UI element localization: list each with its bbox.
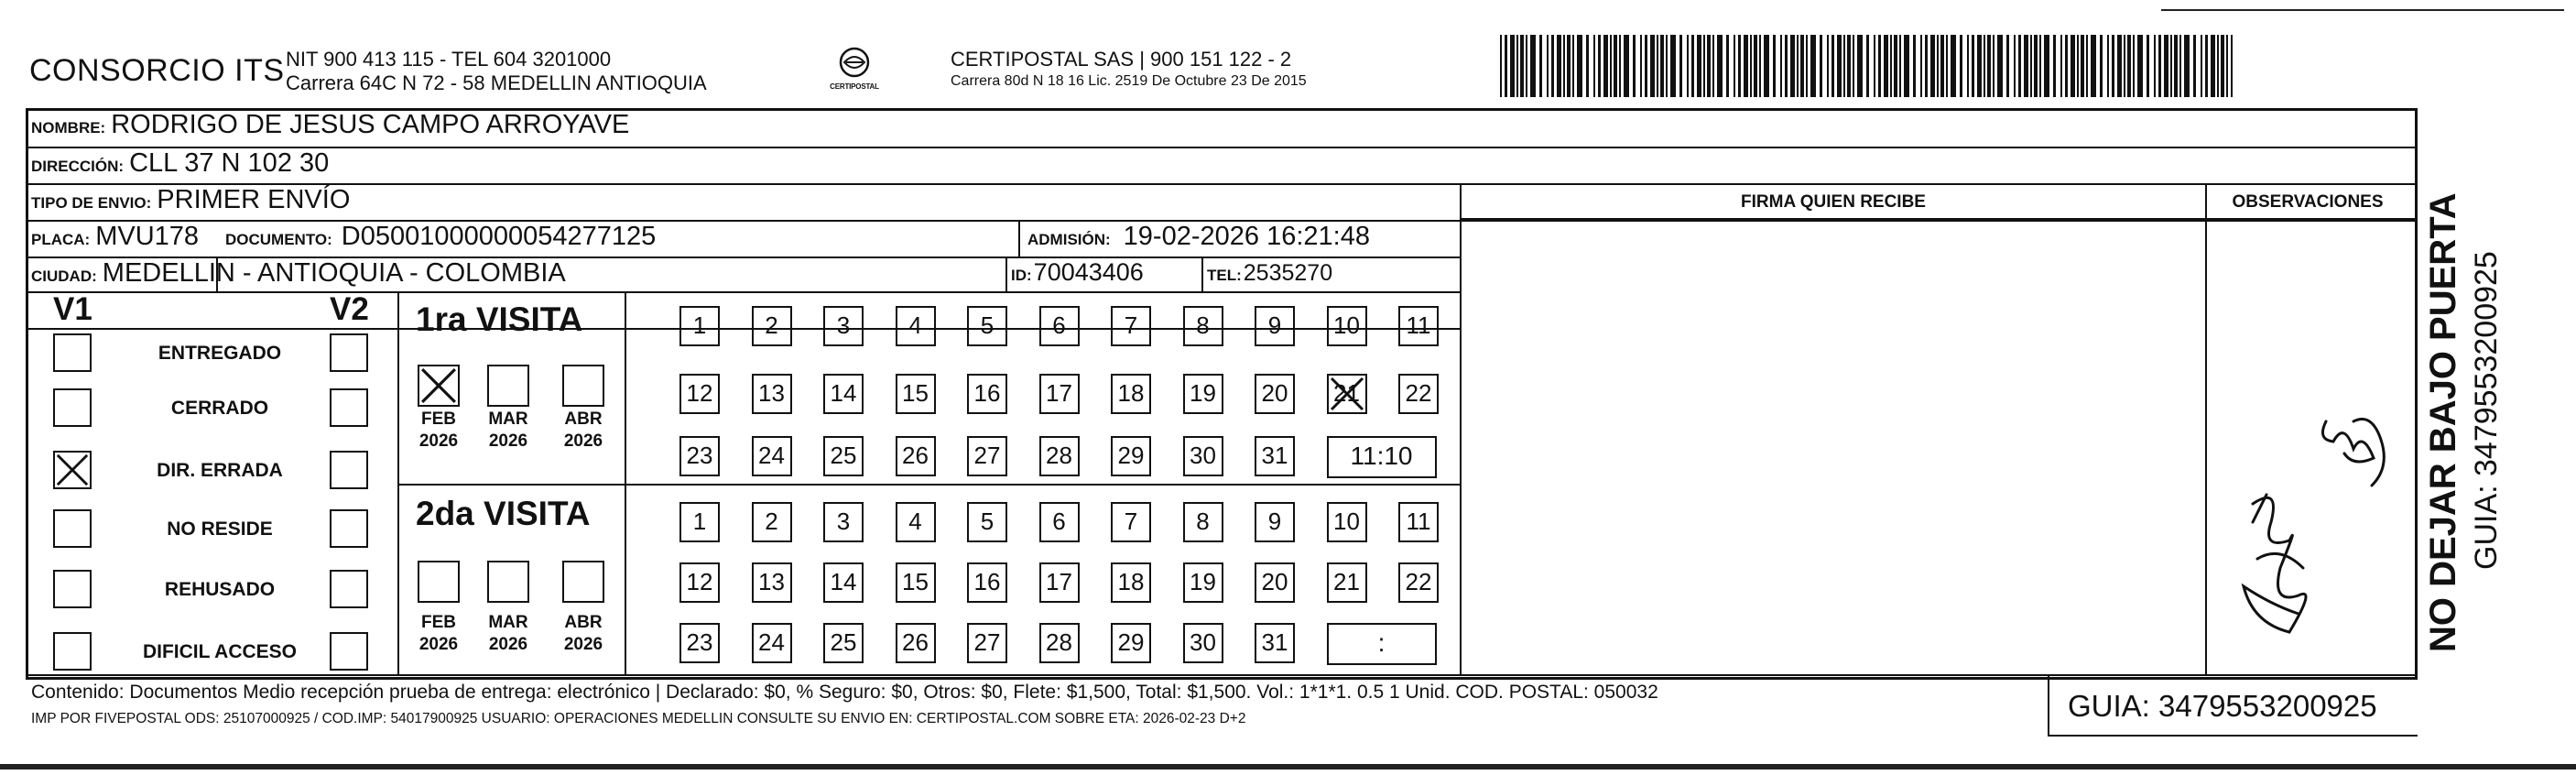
v1-checkbox[interactable]	[53, 451, 92, 489]
barcode-bar	[1691, 35, 1694, 97]
barcode-bar	[2081, 35, 2084, 97]
month-label	[407, 409, 471, 453]
barcode-bar	[1960, 35, 1962, 97]
day-box[interactable]: 1	[679, 306, 720, 346]
barcode-bar	[1837, 35, 1842, 97]
day-box[interactable]: 30	[1183, 623, 1223, 663]
month-checkbox[interactable]	[418, 365, 460, 407]
rule	[26, 147, 2418, 148]
side-guia: GUIA: 3479553200925	[2469, 251, 2504, 570]
barcode-bar	[1946, 35, 1948, 97]
day-box[interactable]: 5	[967, 502, 1007, 542]
barcode-bar	[1759, 35, 1761, 97]
barcode-bar	[2024, 35, 2028, 97]
day-box[interactable]: 4	[896, 306, 936, 346]
ciudad-row	[31, 258, 566, 289]
admision-row	[1027, 222, 1370, 252]
day-box[interactable]: 15	[896, 562, 936, 603]
direccion-label: DIRECCIÓN:	[31, 158, 125, 175]
day-box[interactable]: 20	[1255, 562, 1295, 603]
month-checkbox[interactable]	[562, 365, 604, 407]
day-box[interactable]: 6	[1039, 502, 1080, 542]
day-box[interactable]	[1327, 374, 1367, 414]
barcode-bar	[2030, 35, 2032, 97]
month-label	[476, 409, 540, 453]
barcode-bar	[1557, 35, 1561, 97]
barcode-bar	[1586, 35, 1589, 97]
barcode-bar	[1547, 35, 1549, 97]
rule	[397, 484, 1460, 486]
v2-checkbox[interactable]	[330, 451, 368, 489]
barcode-bar	[1790, 35, 1795, 97]
barcode-bar	[1577, 35, 1582, 97]
month-label	[407, 612, 471, 656]
rule	[1018, 220, 1020, 257]
company-nit-tel: NIT 900 413 115 - TEL 604 3201000	[286, 48, 612, 71]
barcode-bar	[2117, 35, 2122, 97]
day-box[interactable]: 28	[1039, 623, 1080, 663]
v2-checkbox[interactable]	[330, 333, 368, 372]
footer-guia: GUIA: 3479553200925	[2068, 689, 2377, 723]
barcode-bar	[1925, 35, 1928, 97]
day-box[interactable]: 5	[967, 306, 1007, 346]
day-box[interactable]: 2	[752, 502, 792, 542]
barcode-bar	[1843, 35, 1845, 97]
month-name: MAR	[488, 409, 528, 429]
barcode-bar	[1505, 35, 1507, 97]
barcode-bar	[1500, 35, 1502, 97]
certipostal-logo	[824, 42, 885, 106]
barcode-bar	[2164, 35, 2168, 97]
v2-checkbox[interactable]	[330, 509, 368, 548]
status-label: CERRADO	[170, 398, 269, 419]
month-checkbox[interactable]	[418, 561, 460, 603]
day-box[interactable]: 31	[1255, 623, 1295, 663]
month-year: 2026	[563, 635, 603, 654]
day-box[interactable]: 2	[752, 306, 792, 346]
barcode-bar	[1598, 35, 1601, 97]
barcode-bar	[1750, 35, 1752, 97]
admision-label: ADMISIÓN:	[1027, 231, 1111, 248]
day-box[interactable]: 27	[967, 623, 1007, 663]
barcode-bar	[1572, 35, 1574, 97]
barcode-bar	[1712, 35, 1714, 97]
ciudad-value: MEDELLIN - ANTIOQUIA - COLOMBIA	[102, 258, 566, 288]
barcode-bar	[2147, 35, 2149, 97]
barcode-bar	[2034, 35, 2038, 97]
barcode-bar	[1878, 35, 1881, 97]
barcode-bar	[2170, 35, 2172, 97]
day-box[interactable]: 19	[1183, 374, 1223, 414]
barcode-bar	[1890, 35, 1892, 97]
v1-checkbox[interactable]	[53, 632, 92, 671]
day-box[interactable]: 20	[1255, 374, 1295, 414]
rule	[26, 183, 2418, 185]
barcode-bar	[2179, 35, 2181, 97]
day-box[interactable]: 10	[1327, 306, 1367, 346]
tipo-value: PRIMER ENVÍO	[157, 185, 351, 214]
day-box[interactable]: 26	[896, 623, 936, 663]
barcode-bar	[1551, 35, 1554, 97]
day-box[interactable]: 19	[1183, 562, 1223, 603]
day-box[interactable]: 25	[823, 436, 864, 476]
courier-address: Carrera 80d N 18 16 Lic. 2519 De Octubre 23 De 2015	[951, 73, 1307, 89]
barcode-bar	[2205, 35, 2208, 97]
barcode-bar	[1645, 35, 1647, 97]
day-box[interactable]: 9	[1255, 502, 1295, 542]
month-label	[551, 409, 615, 453]
barcode-bar	[2014, 35, 2016, 97]
month-name: MAR	[488, 613, 528, 632]
status-label: NO RESIDE	[167, 518, 273, 540]
barcode-bar	[1734, 35, 1735, 97]
day-box[interactable]: 13	[752, 562, 792, 603]
placa-row	[31, 222, 199, 252]
handwritten-signature	[2216, 385, 2399, 650]
barcode-bar	[1820, 35, 1822, 97]
month-checkbox[interactable]	[487, 365, 529, 407]
nombre-value: RODRIGO DE JESUS CAMPO ARROYAVE	[111, 110, 630, 139]
day-box[interactable]: 16	[967, 374, 1007, 414]
barcode-bar	[1624, 35, 1629, 97]
barcode-bar	[1520, 35, 1524, 97]
day-box[interactable]: 23	[679, 436, 720, 476]
barcode-bar	[1810, 35, 1816, 97]
barcode-bar	[1937, 35, 1939, 97]
visit2-title: 2da VISITA	[416, 495, 591, 532]
barcode-bar	[1800, 35, 1804, 97]
barcode-bar	[1904, 35, 1909, 97]
barcode-bar	[1785, 35, 1788, 97]
barcode-bar	[2086, 35, 2088, 97]
day-box[interactable]: 22	[1398, 562, 1439, 603]
barcode-bar	[1703, 35, 1705, 97]
day-box[interactable]: 15	[896, 374, 936, 414]
day-box[interactable]: 24	[752, 623, 792, 663]
barcode-bar	[2107, 35, 2109, 97]
month-name: ABR	[564, 613, 603, 632]
v1-checkbox[interactable]	[53, 388, 92, 427]
barcode-bar	[2018, 35, 2021, 97]
day-box[interactable]: 9	[1255, 306, 1295, 346]
v2-checkbox[interactable]	[330, 388, 368, 427]
ciudad-label: CIUDAD:	[31, 267, 97, 285]
day-box[interactable]: 7	[1111, 306, 1151, 346]
barcode-bar	[2044, 35, 2049, 97]
barcode-bar	[1563, 35, 1565, 97]
barcode-bar	[1806, 35, 1808, 97]
status-label: REHUSADO	[164, 579, 276, 600]
barcode-bar	[1827, 35, 1829, 97]
day-box[interactable]: 14	[823, 374, 864, 414]
v1-header: V1	[53, 291, 92, 327]
day-box[interactable]: 22	[1398, 374, 1439, 414]
id-label: ID:	[1011, 267, 1032, 284]
barcode-bar	[1567, 35, 1571, 97]
barcode-bar	[1894, 35, 1897, 97]
rule	[1460, 220, 2418, 222]
day-box[interactable]: 3	[823, 502, 864, 542]
rule	[1005, 257, 1007, 291]
day-box[interactable]: 6	[1039, 306, 1080, 346]
barcode-bar	[2077, 35, 2079, 97]
bottom-rule	[0, 764, 2576, 770]
day-box[interactable]: 16	[967, 562, 1007, 603]
barcode-bar	[1940, 35, 1944, 97]
barcode-bar	[2154, 35, 2156, 97]
day-box[interactable]: 1	[679, 502, 720, 542]
rule	[26, 328, 1460, 330]
barcode-bar	[1899, 35, 1901, 97]
barcode-bar	[1726, 35, 1729, 97]
time-field[interactable]: 11:10	[1327, 436, 1437, 478]
month-year: 2026	[488, 635, 528, 654]
month-name: ABR	[564, 409, 603, 429]
barcode-bar	[2112, 35, 2114, 97]
day-box[interactable]: 11	[1398, 502, 1439, 542]
day-box[interactable]: 24	[752, 436, 792, 476]
day-box[interactable]: 25	[823, 623, 864, 663]
barcode-bar	[2174, 35, 2178, 97]
barcode-bar	[1633, 35, 1636, 97]
id-row	[1011, 258, 1144, 287]
day-box[interactable]: 8	[1183, 306, 1223, 346]
day-box[interactable]: 10	[1327, 502, 1367, 542]
rule	[26, 291, 1460, 293]
barcode-bar	[1679, 35, 1682, 97]
barcode-bar	[1853, 35, 1854, 97]
documento-value: D05001000000054277125	[341, 222, 657, 251]
day-box[interactable]: 8	[1183, 502, 1223, 542]
barcode-bar	[1593, 35, 1595, 97]
barcode-bar	[2124, 35, 2125, 97]
barcode-bar	[1987, 35, 1991, 97]
status-label: DIFICIL ACCESO	[142, 641, 297, 662]
barcode-bar	[2127, 35, 2131, 97]
status-label: ENTREGADO	[158, 343, 282, 364]
barcode-bar	[2065, 35, 2068, 97]
barcode-bar	[1707, 35, 1711, 97]
barcode-bar	[2133, 35, 2135, 97]
top-rule	[2161, 9, 2564, 11]
direccion-row	[31, 148, 329, 179]
barcode-bar	[1972, 35, 1974, 97]
rule	[1460, 183, 1462, 676]
month-label	[551, 612, 615, 656]
barcode-bar	[1738, 35, 1741, 97]
day-box[interactable]: 3	[823, 306, 864, 346]
day-box[interactable]: 13	[752, 374, 792, 414]
barcode-bar	[1913, 35, 1916, 97]
barcode-bar	[1697, 35, 1701, 97]
barcode-bar	[2071, 35, 2075, 97]
barcode-bar	[1640, 35, 1642, 97]
barcode-bar	[1660, 35, 1664, 97]
barcode-bar	[1717, 35, 1723, 97]
admision-value: 19-02-2026 16:21:48	[1123, 222, 1370, 251]
barcode-bar	[1977, 35, 1982, 97]
month-year: 2026	[488, 431, 528, 451]
day-box[interactable]: 12	[679, 374, 720, 414]
barcode-bar	[1984, 35, 1985, 97]
barcode-bar	[2039, 35, 2041, 97]
barcode-bar	[1657, 35, 1658, 97]
footer-imp: IMP POR FIVEPOSTAL ODS: 25107000925 / COD.IMP: 54017900925 USUARIO: OPERACIONES MEDELLIN CONSULTE SU ENVIO EN: CERTIPOSTAL.COM SOBRE ETA: 2026-02-23 D+2	[31, 711, 1246, 726]
barcode-bar	[1884, 35, 1888, 97]
day-box[interactable]: 30	[1183, 436, 1223, 476]
v1-checkbox[interactable]	[53, 570, 92, 608]
barcode-bar	[1920, 35, 1922, 97]
documento-label: DOCUMENTO:	[225, 231, 332, 248]
tipo-row	[31, 185, 350, 215]
barcode-bar	[2137, 35, 2143, 97]
day-box[interactable]: 31	[1255, 436, 1295, 476]
month-checkbox[interactable]	[487, 561, 529, 603]
firma-header: FIRMA QUIEN RECIBE	[1741, 192, 1926, 212]
v1-checkbox[interactable]	[53, 333, 92, 372]
day-box[interactable]: 17	[1039, 374, 1080, 414]
barcode-bar	[1874, 35, 1875, 97]
barcode-bar	[1780, 35, 1782, 97]
nombre-label: NOMBRE:	[31, 119, 106, 136]
barcode-bar	[2006, 35, 2009, 97]
barcode-bar	[1670, 35, 1676, 97]
id-value: 70043406	[1033, 258, 1144, 286]
barcode-bar	[1539, 35, 1542, 97]
placa-label: PLACA:	[31, 231, 91, 248]
barcode-bar	[1993, 35, 1994, 97]
barcode-bar	[1764, 35, 1769, 97]
footer-guia-box	[2048, 674, 2418, 737]
direccion-value: CLL 37 N 102 30	[129, 148, 330, 178]
visit1-title: 1ra VISITA	[416, 300, 583, 338]
barcode-bar	[1687, 35, 1689, 97]
day-box[interactable]: 18	[1111, 562, 1151, 603]
barcode-bar	[2091, 35, 2096, 97]
barcode-bar	[2226, 35, 2228, 97]
month-year: 2026	[563, 431, 603, 451]
day-box[interactable]: 14	[823, 562, 864, 603]
day-box[interactable]: 26	[896, 436, 936, 476]
barcode-bar	[1530, 35, 1536, 97]
tipo-label: TIPO DE ENVIO:	[31, 194, 152, 212]
rule	[2205, 183, 2207, 676]
barcode-bar	[1847, 35, 1851, 97]
barcode-bar	[1666, 35, 1668, 97]
month-name: FEB	[421, 613, 456, 632]
nombre-row	[31, 110, 629, 140]
footer-content: Contenido: Documentos Medio recepción prueba de entrega: electrónico | Declarado: $0, % Seguro: $0, Otros: $0, Flete: $1,500, Total: $1,500. Vol.: 1*1*1. 0.5 1 Unid. COD. POSTAL: 050032	[31, 682, 1658, 703]
barcode-bar	[1951, 35, 1956, 97]
courier-name: CERTIPOSTAL SAS | 900 151 122 - 2	[951, 48, 1292, 71]
barcode-bar	[2201, 35, 2202, 97]
barcode-bar	[1930, 35, 1935, 97]
v2-checkbox[interactable]	[330, 632, 368, 671]
barcode-bar	[1516, 35, 1518, 97]
day-box[interactable]: 12	[679, 562, 720, 603]
barcode-bar	[2193, 35, 2196, 97]
tel-value: 2535270	[1243, 260, 1333, 286]
month-label	[476, 612, 540, 656]
day-box[interactable]: 28	[1039, 436, 1080, 476]
day-box[interactable]: 18	[1111, 374, 1151, 414]
v2-checkbox[interactable]	[330, 570, 368, 608]
barcode-bar	[1744, 35, 1748, 97]
day-box[interactable]: 7	[1111, 502, 1151, 542]
barcode-bar	[2100, 35, 2103, 97]
barcode-bar	[1997, 35, 2003, 97]
barcode-bar	[2231, 35, 2233, 97]
barcode-bar	[2221, 35, 2224, 97]
barcode-bar	[1619, 35, 1621, 97]
barcode-bar	[1603, 35, 1608, 97]
barcode-bar	[2184, 35, 2190, 97]
tel-row	[1207, 260, 1332, 287]
barcode-bar	[1614, 35, 1617, 97]
documento-row	[225, 222, 656, 252]
barcode-bar	[1857, 35, 1863, 97]
company-address: Carrera 64C N 72 - 58 MEDELLIN ANTIOQUIA	[286, 71, 707, 94]
status-label: DIR. ERRADA	[157, 460, 283, 481]
barcode-bar	[1773, 35, 1776, 97]
barcode-bar	[1797, 35, 1799, 97]
barcode-bar	[1831, 35, 1834, 97]
day-box[interactable]: 23	[679, 623, 720, 663]
month-checkbox[interactable]	[562, 561, 604, 603]
tel-label: TEL:	[1207, 267, 1242, 284]
month-year: 2026	[418, 431, 459, 451]
month-year: 2026	[418, 635, 459, 654]
month-name: FEB	[421, 409, 456, 429]
v1-checkbox[interactable]	[53, 509, 92, 548]
day-box[interactable]: 17	[1039, 562, 1080, 603]
observaciones-header: OBSERVACIONES	[2232, 192, 2384, 212]
day-box[interactable]: 11	[1398, 306, 1439, 346]
tracking-barcode	[1500, 35, 2233, 97]
barcode-bar	[1754, 35, 1757, 97]
barcode-bar	[1510, 35, 1515, 97]
barcode-bar	[1526, 35, 1527, 97]
day-box[interactable]: 29	[1111, 436, 1151, 476]
logo-text: CERTIPOSTAL	[830, 82, 879, 91]
company-name: CONSORCIO ITS	[29, 53, 285, 88]
barcode-bar	[1967, 35, 1969, 97]
side-warning: NO DEJAR BAJO PUERTA	[2423, 192, 2463, 652]
day-box[interactable]: 29	[1111, 623, 1151, 663]
rule	[1201, 257, 1203, 291]
day-box[interactable]: 4	[896, 502, 936, 542]
day-number: 21	[1333, 379, 1360, 407]
placa-value: MVU178	[95, 222, 200, 251]
barcode-bar	[2060, 35, 2062, 97]
v2-header: V2	[330, 291, 369, 327]
barcode-bar	[2217, 35, 2219, 97]
day-box[interactable]: 21	[1327, 562, 1367, 603]
time-field[interactable]: :	[1327, 623, 1437, 665]
barcode-bar	[1650, 35, 1655, 97]
barcode-bar	[1610, 35, 1612, 97]
day-box[interactable]: 27	[967, 436, 1007, 476]
barcode-bar	[2053, 35, 2056, 97]
barcode-bar	[1866, 35, 1869, 97]
barcode-bar	[2158, 35, 2161, 97]
barcode-bar	[2211, 35, 2215, 97]
